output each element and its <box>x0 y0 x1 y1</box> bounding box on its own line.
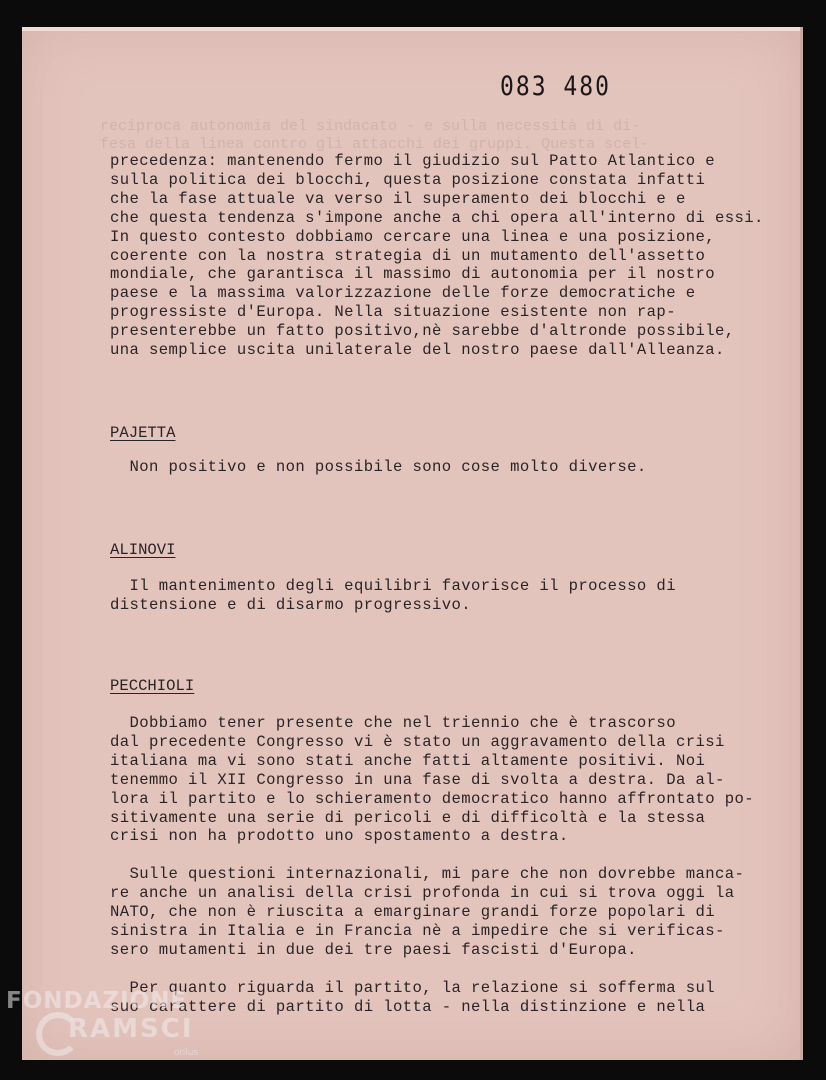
text-line: Il mantenimento degli equilibri favorisce il processo di <box>110 577 676 595</box>
speaker-heading: PAJETTA <box>110 424 176 442</box>
logo-text-fondazione: FONDAZIONE <box>6 988 188 1014</box>
text-line: dal precedente Congresso vi è stato un aggravamento della crisi <box>110 732 725 751</box>
text-line: che questa tendenza s'impone anche a chi opera all'interno di essi. <box>110 208 764 227</box>
text-line: sitivamente una serie di pericoli e di difficoltà e la stessa <box>110 808 706 827</box>
show-through-text: fesa della linea contro gli attacchi dei gruppi. Questa scel- <box>100 136 650 153</box>
text-line: coerente con la nostra strategia di un mutamento dell'assetto <box>110 246 706 265</box>
speaker-heading: ALINOVI <box>110 541 176 559</box>
document-number: 083 480 <box>500 72 611 102</box>
text-line: precedenza: mantenendo fermo il giudizio sul Patto Atlantico e <box>110 152 715 170</box>
text-line: In questo contesto dobbiamo cercare una linea e una posizione, <box>110 227 715 246</box>
logo-text-gramsci: RAMSCI <box>68 1014 194 1044</box>
text-line: italiana ma vi sono stati anche fatti altamente positivi. Noi <box>110 751 706 770</box>
text-line: sinistra in Italia e in Francia nè a impedire che si verificas- <box>110 921 725 940</box>
text-line: che la fase attuale va verso il superamento dei blocchi e e <box>110 189 686 208</box>
page-top-edge <box>22 27 800 31</box>
text-line: NATO, che non è riuscita a emarginare grandi forze popolari di <box>110 903 715 921</box>
text-line: Dobbiamo tener presente che nel triennio che è trascorso <box>110 714 676 732</box>
fondazione-gramsci-logo <box>6 988 199 1058</box>
text-line: sulla politica dei blocchi, questa posizione constata infatti <box>110 170 706 189</box>
logo-text-onlus: onlus <box>174 1048 199 1058</box>
text-line: Sulle questioni internazionali, mi pare che non dovrebbe manca- <box>110 865 745 884</box>
text-line: tenemmo il XII Congresso in una fase di svolta a destra. Da al- <box>110 770 725 789</box>
text-line: progressiste d'Europa. Nella situazione esistente non rap- <box>110 303 676 322</box>
text-line: paese e la massima valorizzazione delle forze democratiche e <box>110 284 696 303</box>
text-line: mondiale, che garantisca il massimo di autonomia per il nostro <box>110 265 715 284</box>
text-line: re anche un analisi della crisi profonda in cui si trova oggi la <box>110 884 735 903</box>
text-line: una semplice uscita unilaterale del nostro paese dall'Alleanza. <box>110 341 725 359</box>
text-line: presenterebbe un fatto positivo,nè sarebbe d'altronde possibile, <box>110 322 735 341</box>
text-line: crisi non ha prodotto uno spostamento a destra. <box>110 827 569 846</box>
text-line: distensione e di disarmo progressivo. <box>110 595 472 614</box>
text-line: Per quanto riguarda il partito, la relazione si sofferma sul <box>110 978 715 997</box>
text-line: sero mutamenti in due dei tre paesi fascisti d'Europa. <box>110 940 637 959</box>
show-through-text: reciproca autonomia del sindacato - e sulla necessità di di- <box>100 118 641 135</box>
text-line: lora il partito e lo schieramento democratico hanno affrontato po- <box>110 789 755 808</box>
speaker-heading: PECCHIOLI <box>110 677 195 695</box>
text-line: suo carattere di partito di lotta - nella distinzione e nella <box>110 997 706 1016</box>
text-line: Non positivo e non possibile sono cose molto diverse. <box>110 458 647 476</box>
